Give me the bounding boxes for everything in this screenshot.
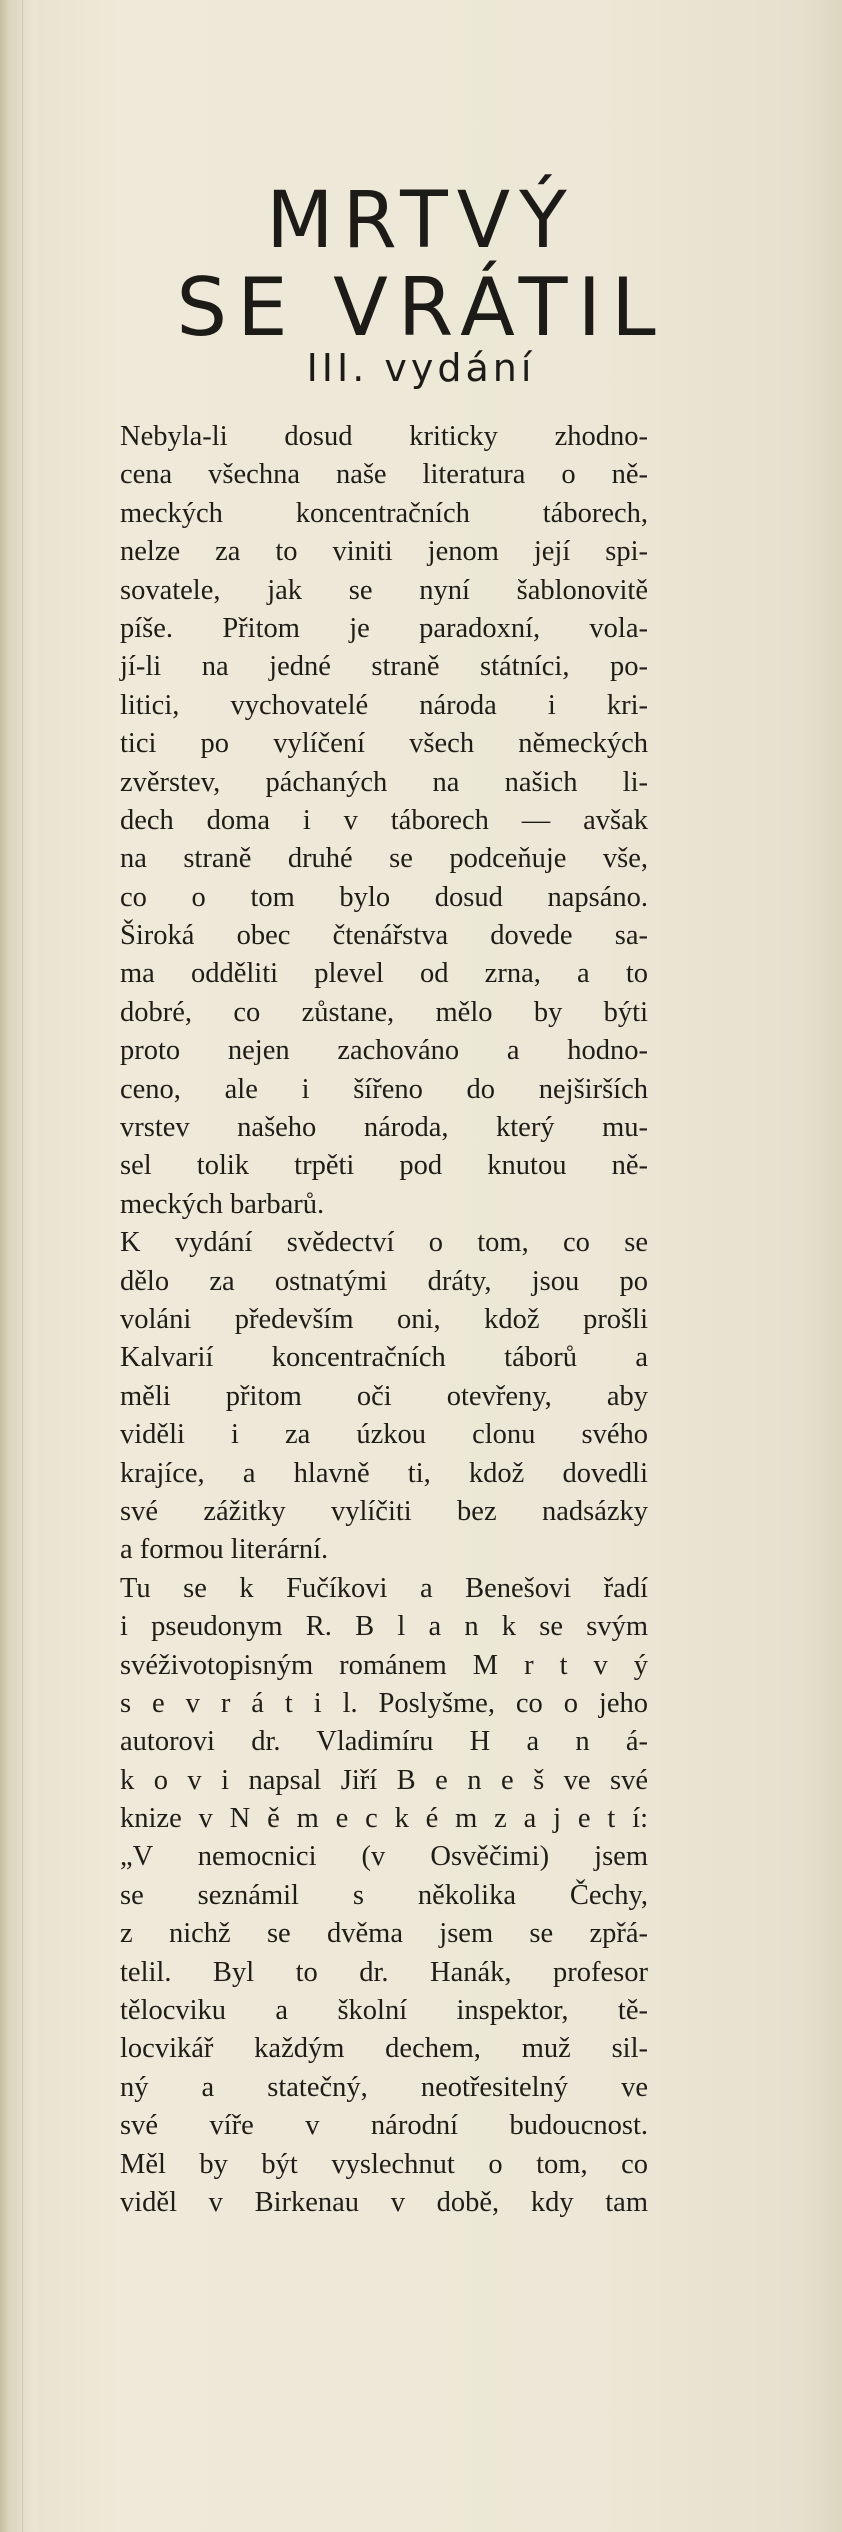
text-line: tici po vylíčení všech německých — [120, 728, 648, 760]
text-line: se seznámil s několika Čechy, — [120, 1879, 648, 1911]
text-line: tělocviku a školní inspektor, tě- — [120, 1995, 648, 2027]
text-line: proto nejen zachováno a hodno- — [120, 1035, 648, 1067]
text-line: Tu se k Fučíkovi a Benešovi řadí — [120, 1572, 648, 1604]
text-line: dělo za ostnatými dráty, jsou po — [120, 1265, 648, 1297]
text-line: jí-li na jedné straně státníci, po- — [120, 651, 648, 683]
text-line: měli přitom oči otevřeny, aby — [120, 1380, 648, 1412]
text-line: viděl v Birkenau v době, kdy tam — [120, 2186, 648, 2218]
text-line: své zážitky vylíčiti bez nadsázky — [120, 1495, 648, 1527]
text-line: svéživotopisným románem M r t v ý — [120, 1649, 648, 1681]
text-line: autorovi dr. Vladimíru H a n á- — [120, 1726, 648, 1758]
text-line: ceno, ale i šířeno do nejširších — [120, 1073, 648, 1105]
text-line: ný a statečný, neotřesitelný ve — [120, 2071, 648, 2103]
text-line: viděli i za úzkou clonu svého — [120, 1419, 648, 1451]
text-line: své víře v národní budoucnost. — [120, 2110, 648, 2142]
text-line: Měl by být vyslechnut o tom, co — [120, 2148, 648, 2180]
text-line: litici, vychovatelé národa i kri- — [120, 689, 648, 721]
edition-label: III. vydání — [306, 346, 536, 390]
book-title-line-2: SE VRÁTIL — [176, 261, 666, 354]
text-line: na straně druhé se podceňuje vše, — [120, 843, 648, 875]
text-line: sel tolik trpěti pod knutou ně- — [120, 1150, 648, 1182]
text-line: dobré, co zůstane, mělo by býti — [120, 996, 648, 1028]
text-line: „V nemocnici (v Osvěčimi) jsem — [120, 1841, 648, 1873]
text-line: s e v r á t i l. Poslyšme, co o jeho — [120, 1687, 648, 1719]
text-line: Široká obec čtenářstva dovede sa- — [120, 920, 648, 952]
text-line: locvikář každým dechem, muž sil- — [120, 2033, 648, 2065]
text-line: a formou literární. — [120, 1534, 329, 1566]
text-line: i pseudonym R. B l a n k se svým — [120, 1611, 648, 1643]
text-line: knize v N ě m e c k é m z a j e t í: — [120, 1803, 648, 1835]
text-line: Nebyla-li dosud kriticky zhodno- — [120, 421, 648, 452]
text-line: nelze za to viniti jenom její spi- — [120, 536, 648, 568]
text-line: voláni především oni, kdož prošli — [120, 1303, 648, 1335]
text-line: telil. Byl to dr. Hanák, profesor — [120, 1956, 648, 1988]
text-line: zvěrstev, páchaných na našich li- — [120, 766, 648, 798]
text-line: k o v i napsal Jiří B e n e š ve své — [120, 1764, 648, 1796]
text-line: ma odděliti plevel od zrna, a to — [120, 958, 648, 990]
text-line: Kalvarií koncentračních táborů a — [120, 1342, 648, 1374]
text-line: K vydání svědectví o tom, co se — [120, 1227, 648, 1259]
text-line: meckých barbarů. — [120, 1188, 325, 1220]
text-line: dech doma i v táborech — avšak — [120, 804, 648, 836]
book-title-line-1: MRTVÝ — [266, 176, 576, 266]
text-line: z nichž se dvěma jsem se zpřá- — [120, 1918, 648, 1950]
text-line: cena všechna naše literatura o ně- — [120, 459, 648, 491]
blurb-text — [120, 418, 648, 2222]
text-line: krajíce, a hlavně ti, kdož dovedli — [120, 1457, 648, 1489]
text-line: meckých koncentračních táborech, — [120, 497, 648, 529]
text-line: píše. Přitom je paradoxní, vola- — [120, 612, 648, 644]
text-line: sovatele, jak se nyní šablonovitě — [120, 574, 648, 606]
text-line: co o tom bylo dosud napsáno. — [120, 881, 648, 913]
text-line: vrstev našeho národa, který mu- — [120, 1112, 648, 1144]
